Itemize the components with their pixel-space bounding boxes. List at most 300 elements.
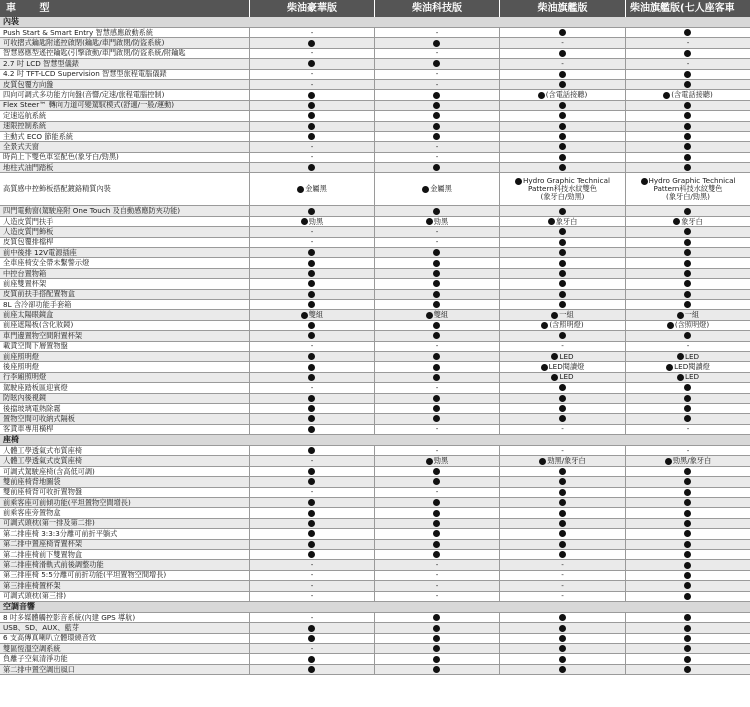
- feature-value: LED閱讀燈: [500, 362, 626, 372]
- included-dot-icon: [684, 384, 691, 391]
- included-dot-icon: [559, 164, 566, 171]
- included-dot-icon: [433, 60, 440, 67]
- included-dot-icon: [301, 218, 308, 225]
- included-dot-icon: [433, 164, 440, 171]
- feature-value: -: [626, 446, 750, 456]
- feature-value: -: [250, 560, 375, 570]
- included-dot-icon: [308, 447, 315, 454]
- feature-value: -: [626, 425, 750, 435]
- included-dot-icon: [677, 353, 684, 360]
- feature-value: -: [375, 80, 500, 90]
- feature-value: [500, 269, 626, 279]
- included-dot-icon: [684, 582, 691, 589]
- feature-value: -: [250, 488, 375, 498]
- feature-value: [626, 132, 750, 142]
- feature-value: [500, 404, 626, 414]
- feature-label: USB、SD、AUX、藍芽: [0, 623, 250, 633]
- feature-value: [500, 634, 626, 644]
- feature-value: 金屬黑: [250, 173, 375, 206]
- included-dot-icon: [426, 458, 433, 465]
- feature-label: 8 吋多媒體觸控影音系統(內建 GPS 導航): [0, 613, 250, 623]
- feature-value: [250, 206, 375, 216]
- feature-value: [500, 258, 626, 268]
- feature-value: [250, 101, 375, 111]
- feature-label: 駕駛座踏板區迎賓燈: [0, 383, 250, 393]
- feature-value: [626, 644, 750, 654]
- feature-value: [250, 163, 375, 173]
- feature-value: (含照明燈): [626, 321, 750, 331]
- feature-value: [626, 248, 750, 258]
- feature-value: [250, 540, 375, 550]
- feature-value: -: [500, 425, 626, 435]
- feature-value: -: [375, 238, 500, 248]
- included-dot-icon: [677, 312, 684, 319]
- feature-value: -: [375, 70, 500, 80]
- feature-value: [500, 132, 626, 142]
- included-dot-icon: [559, 102, 566, 109]
- included-dot-icon: [308, 249, 315, 256]
- included-dot-icon: [551, 312, 558, 319]
- feature-value: [626, 623, 750, 633]
- included-dot-icon: [308, 280, 315, 287]
- feature-value: [375, 269, 500, 279]
- feature-value: [375, 665, 500, 675]
- feature-label: 雙區恆溫空調系統: [0, 644, 250, 654]
- feature-value: -: [250, 153, 375, 163]
- included-dot-icon: [665, 458, 672, 465]
- included-dot-icon: [684, 301, 691, 308]
- feature-value: [250, 467, 375, 477]
- feature-value: [250, 111, 375, 121]
- included-dot-icon: [433, 291, 440, 298]
- feature-value: [626, 414, 750, 424]
- feature-value: -: [375, 28, 500, 38]
- included-dot-icon: [684, 112, 691, 119]
- feature-value: [626, 122, 750, 132]
- included-dot-icon: [559, 81, 566, 88]
- included-dot-icon: [684, 468, 691, 475]
- included-dot-icon: [559, 489, 566, 496]
- feature-value: [626, 519, 750, 529]
- included-dot-icon: [684, 478, 691, 485]
- feature-value: -: [500, 560, 626, 570]
- feature-value: [500, 613, 626, 623]
- feature-value: [626, 383, 750, 393]
- feature-value: [500, 654, 626, 664]
- feature-value: -: [250, 644, 375, 654]
- feature-label: 後座照明燈: [0, 362, 250, 372]
- feature-label: 中控台置物箱: [0, 269, 250, 279]
- feature-value: [375, 623, 500, 633]
- included-dot-icon: [559, 520, 566, 527]
- included-dot-icon: [559, 656, 566, 663]
- feature-value: 一組: [626, 310, 750, 320]
- feature-value: 象牙白: [626, 217, 750, 227]
- feature-label: 前座遮陽板(含化妝鏡): [0, 321, 250, 331]
- feature-value: -: [250, 49, 375, 59]
- included-dot-icon: [673, 218, 680, 225]
- header-deluxe: 柴油豪華版: [250, 0, 375, 17]
- included-dot-icon: [433, 405, 440, 412]
- feature-value: [626, 279, 750, 289]
- feature-value: [250, 623, 375, 633]
- feature-value: [250, 519, 375, 529]
- included-dot-icon: [559, 239, 566, 246]
- included-dot-icon: [663, 92, 670, 99]
- feature-value: [500, 290, 626, 300]
- feature-value: -: [375, 142, 500, 152]
- feature-value: -: [250, 592, 375, 602]
- included-dot-icon: [684, 593, 691, 600]
- included-dot-icon: [433, 301, 440, 308]
- feature-value: [626, 634, 750, 644]
- feature-value: [626, 592, 750, 602]
- included-dot-icon: [684, 260, 691, 267]
- included-dot-icon: [684, 645, 691, 652]
- feature-value: [500, 49, 626, 59]
- included-dot-icon: [684, 123, 691, 130]
- feature-value: 勁黑/象牙白: [500, 456, 626, 466]
- feature-label: 可調式頭枕(第一排及第二排): [0, 519, 250, 529]
- feature-label: 人造皮質門飾板: [0, 227, 250, 237]
- feature-value: -: [375, 49, 500, 59]
- feature-value: [626, 80, 750, 90]
- feature-value: -: [375, 581, 500, 591]
- included-dot-icon: [433, 478, 440, 485]
- feature-label: 全車座椅安全帶未繫警示燈: [0, 258, 250, 268]
- feature-value: [375, 321, 500, 331]
- included-dot-icon: [559, 270, 566, 277]
- feature-label: 載貨空間下層置物盤: [0, 342, 250, 352]
- feature-value: [500, 383, 626, 393]
- feature-value: [500, 227, 626, 237]
- feature-value: [250, 414, 375, 424]
- feature-value: 勁黑/象牙白: [626, 456, 750, 466]
- included-dot-icon: [641, 178, 648, 185]
- feature-value: [626, 111, 750, 121]
- feature-value: [250, 654, 375, 664]
- included-dot-icon: [308, 123, 315, 130]
- feature-value: [626, 163, 750, 173]
- feature-value: [375, 38, 500, 48]
- included-dot-icon: [684, 415, 691, 422]
- included-dot-icon: [308, 322, 315, 329]
- included-dot-icon: [433, 520, 440, 527]
- feature-value: [626, 269, 750, 279]
- included-dot-icon: [559, 133, 566, 140]
- included-dot-icon: [559, 123, 566, 130]
- feature-value: LED: [500, 352, 626, 362]
- feature-label: 人體工學透氣式皮質座椅: [0, 456, 250, 466]
- feature-value: [500, 111, 626, 121]
- included-dot-icon: [548, 218, 555, 225]
- feature-value: [500, 80, 626, 90]
- included-dot-icon: [433, 541, 440, 548]
- included-dot-icon: [308, 635, 315, 642]
- included-dot-icon: [684, 71, 691, 78]
- included-dot-icon: [433, 468, 440, 475]
- included-dot-icon: [559, 384, 566, 391]
- included-dot-icon: [559, 71, 566, 78]
- feature-value: [500, 508, 626, 518]
- included-dot-icon: [559, 645, 566, 652]
- included-dot-icon: [559, 405, 566, 412]
- feature-value: [500, 101, 626, 111]
- feature-value: [626, 560, 750, 570]
- feature-label: 第三排座椅 5:5分離可前折功能(平坦置物空間增長): [0, 571, 250, 581]
- feature-value: [375, 498, 500, 508]
- feature-value: [250, 258, 375, 268]
- included-dot-icon: [433, 112, 440, 119]
- included-dot-icon: [308, 260, 315, 267]
- feature-value: -: [375, 446, 500, 456]
- included-dot-icon: [559, 635, 566, 642]
- feature-value: [375, 206, 500, 216]
- feature-value: [626, 238, 750, 248]
- feature-value: -: [500, 446, 626, 456]
- feature-value: -: [250, 456, 375, 466]
- feature-value: LED: [500, 373, 626, 383]
- included-dot-icon: [684, 614, 691, 621]
- included-dot-icon: [538, 92, 545, 99]
- feature-value: [250, 122, 375, 132]
- feature-value: -: [250, 142, 375, 152]
- included-dot-icon: [559, 208, 566, 215]
- included-dot-icon: [426, 312, 433, 319]
- feature-value: [500, 122, 626, 132]
- feature-value: [250, 529, 375, 539]
- feature-value: [375, 258, 500, 268]
- feature-label: 速限控制系統: [0, 122, 250, 132]
- feature-label: 第三排座椅置杯架: [0, 581, 250, 591]
- feature-value: [250, 425, 375, 435]
- feature-value: [500, 206, 626, 216]
- feature-value: [626, 467, 750, 477]
- included-dot-icon: [559, 332, 566, 339]
- feature-label: 第二排座椅滑軌式前後調整功能: [0, 560, 250, 570]
- feature-value: -: [375, 153, 500, 163]
- included-dot-icon: [433, 551, 440, 558]
- included-dot-icon: [684, 572, 691, 579]
- included-dot-icon: [551, 374, 558, 381]
- feature-value: [626, 404, 750, 414]
- included-dot-icon: [433, 625, 440, 632]
- included-dot-icon: [559, 541, 566, 548]
- included-dot-icon: [308, 112, 315, 119]
- feature-value: 雙組: [375, 310, 500, 320]
- feature-value: Hydro Graphic Technical Pattern科技水紋雙色 (象牙白/勁黑): [626, 173, 750, 206]
- feature-label: 四門電動窗(駕駛座附 One Touch 及自動感應防夾功能): [0, 206, 250, 216]
- feature-value: [500, 142, 626, 152]
- feature-value: [375, 122, 500, 132]
- included-dot-icon: [666, 364, 673, 371]
- included-dot-icon: [433, 280, 440, 287]
- feature-value: [500, 394, 626, 404]
- feature-value: -: [250, 80, 375, 90]
- included-dot-icon: [433, 635, 440, 642]
- feature-value: [375, 362, 500, 372]
- feature-label: 雙前座椅背可收折置物盤: [0, 488, 250, 498]
- feature-value: -: [375, 425, 500, 435]
- feature-value: [250, 352, 375, 362]
- feature-label: 智慧感應型遙控鑰匙(引擎啟動/車門啟閉/防盜系統/附鑰匙: [0, 49, 250, 59]
- included-dot-icon: [433, 656, 440, 663]
- feature-value: -: [250, 383, 375, 393]
- feature-label: 時尚上下雙色車室配色(象牙白/勁黑): [0, 153, 250, 163]
- feature-value: [626, 153, 750, 163]
- included-dot-icon: [308, 291, 315, 298]
- feature-value: LED: [626, 352, 750, 362]
- feature-value: [626, 613, 750, 623]
- included-dot-icon: [684, 520, 691, 527]
- included-dot-icon: [308, 415, 315, 422]
- feature-value: [375, 373, 500, 383]
- included-dot-icon: [684, 551, 691, 558]
- included-dot-icon: [308, 164, 315, 171]
- feature-value: [250, 279, 375, 289]
- included-dot-icon: [559, 249, 566, 256]
- feature-value: [500, 331, 626, 341]
- feature-value: [500, 238, 626, 248]
- feature-value: [500, 279, 626, 289]
- feature-value: [500, 623, 626, 633]
- included-dot-icon: [559, 112, 566, 119]
- feature-label: 地柱式油門踏板: [0, 163, 250, 173]
- feature-value: [626, 28, 750, 38]
- feature-label: 可調式駕駛座椅(含高低可調): [0, 467, 250, 477]
- feature-value: [250, 498, 375, 508]
- included-dot-icon: [308, 625, 315, 632]
- feature-value: [626, 142, 750, 152]
- feature-value: LED: [626, 373, 750, 383]
- included-dot-icon: [684, 666, 691, 673]
- feature-value: [375, 59, 500, 69]
- feature-value: -: [626, 342, 750, 352]
- included-dot-icon: [684, 133, 691, 140]
- included-dot-icon: [559, 551, 566, 558]
- feature-value: [500, 467, 626, 477]
- feature-label: 6 支高傳真喇叭立體環繞音效: [0, 634, 250, 644]
- included-dot-icon: [433, 614, 440, 621]
- feature-value: (含電話接聽): [626, 90, 750, 100]
- included-dot-icon: [559, 478, 566, 485]
- feature-value: [375, 101, 500, 111]
- included-dot-icon: [559, 530, 566, 537]
- feature-value: -: [250, 571, 375, 581]
- included-dot-icon: [551, 353, 558, 360]
- included-dot-icon: [559, 666, 566, 673]
- feature-value: -: [500, 38, 626, 48]
- included-dot-icon: [433, 364, 440, 371]
- feature-value: [375, 163, 500, 173]
- included-dot-icon: [308, 468, 315, 475]
- feature-label: 可調式頭枕(第三排): [0, 592, 250, 602]
- included-dot-icon: [559, 510, 566, 517]
- feature-label: 皮質前扶手搭配置物盒: [0, 290, 250, 300]
- included-dot-icon: [308, 374, 315, 381]
- feature-value: -: [250, 581, 375, 591]
- feature-value: [250, 404, 375, 414]
- feature-value: [250, 634, 375, 644]
- included-dot-icon: [308, 208, 315, 215]
- feature-value: [250, 38, 375, 48]
- feature-value: [500, 498, 626, 508]
- included-dot-icon: [684, 562, 691, 569]
- included-dot-icon: [433, 332, 440, 339]
- included-dot-icon: [433, 133, 440, 140]
- included-dot-icon: [684, 50, 691, 57]
- feature-value: [626, 477, 750, 487]
- included-dot-icon: [684, 635, 691, 642]
- feature-value: [375, 644, 500, 654]
- feature-value: [375, 613, 500, 623]
- feature-value: [250, 132, 375, 142]
- feature-value: [250, 373, 375, 383]
- included-dot-icon: [684, 280, 691, 287]
- included-dot-icon: [684, 270, 691, 277]
- feature-value: 勁黑: [375, 456, 500, 466]
- feature-value: [375, 132, 500, 142]
- feature-value: [250, 300, 375, 310]
- feature-value: -: [500, 571, 626, 581]
- feature-label: 負離子空氣清淨功能: [0, 654, 250, 664]
- feature-value: [250, 394, 375, 404]
- included-dot-icon: [559, 280, 566, 287]
- included-dot-icon: [308, 426, 315, 433]
- included-dot-icon: [684, 541, 691, 548]
- included-dot-icon: [433, 510, 440, 517]
- included-dot-icon: [308, 478, 315, 485]
- included-dot-icon: [684, 489, 691, 496]
- included-dot-icon: [308, 520, 315, 527]
- included-dot-icon: [515, 178, 522, 185]
- included-dot-icon: [559, 50, 566, 57]
- feature-label: 皮質包覆方向盤: [0, 80, 250, 90]
- feature-value: [375, 508, 500, 518]
- feature-value: [250, 331, 375, 341]
- included-dot-icon: [308, 541, 315, 548]
- included-dot-icon: [433, 374, 440, 381]
- feature-value: -: [626, 38, 750, 48]
- included-dot-icon: [684, 625, 691, 632]
- included-dot-icon: [308, 364, 315, 371]
- feature-value: [626, 394, 750, 404]
- feature-label: 前中後排 12V電源插座: [0, 248, 250, 258]
- included-dot-icon: [308, 353, 315, 360]
- feature-value: [250, 550, 375, 560]
- included-dot-icon: [667, 322, 674, 329]
- included-dot-icon: [426, 218, 433, 225]
- feature-label: 第二排中置座椅背置杯架: [0, 540, 250, 550]
- feature-value: -: [250, 227, 375, 237]
- feature-value: [375, 540, 500, 550]
- feature-value: [250, 477, 375, 487]
- included-dot-icon: [684, 208, 691, 215]
- feature-value: [500, 28, 626, 38]
- feature-value: [626, 571, 750, 581]
- included-dot-icon: [308, 499, 315, 506]
- included-dot-icon: [433, 123, 440, 130]
- included-dot-icon: [308, 102, 315, 109]
- feature-value: -: [500, 342, 626, 352]
- feature-value: [500, 529, 626, 539]
- feature-value: [500, 248, 626, 258]
- feature-label: 置物空間可收納式隔板: [0, 414, 250, 424]
- included-dot-icon: [422, 186, 429, 193]
- feature-value: [250, 321, 375, 331]
- included-dot-icon: [433, 499, 440, 506]
- feature-label: 8L 含冷卻功能手套箱: [0, 300, 250, 310]
